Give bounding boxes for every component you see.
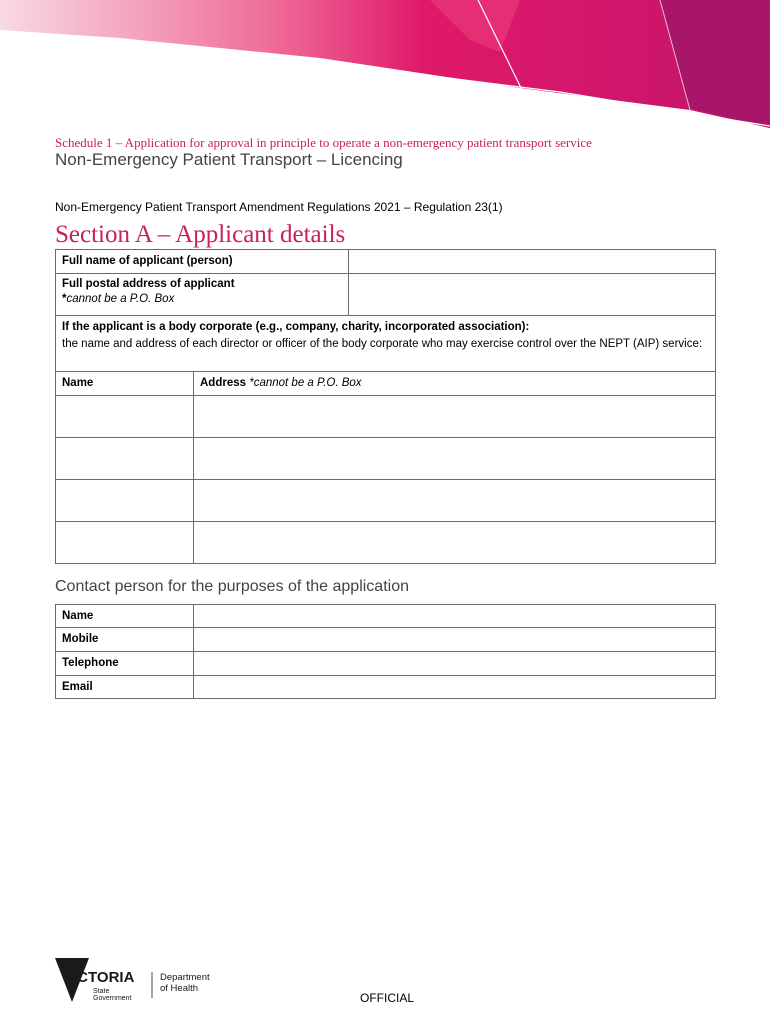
contact-name-input[interactable] [194, 605, 716, 628]
director-address-input[interactable] [194, 396, 716, 438]
full-name-input[interactable] [349, 250, 716, 274]
contact-email-input[interactable] [194, 676, 716, 699]
director-name-input[interactable] [56, 522, 194, 564]
director-address-input[interactable] [194, 522, 716, 564]
director-name-input[interactable] [56, 396, 194, 438]
full-name-label: Full name of applicant (person) [62, 255, 233, 267]
director-name-input[interactable] [56, 438, 194, 480]
official-marking: OFFICIAL [360, 991, 415, 1005]
full-name-label-cell [56, 250, 349, 274]
address-column-note: *cannot be a P.O. Box [249, 377, 362, 389]
address-column-header: Address [200, 377, 247, 389]
postal-address-note: cannot be a P.O. Box [66, 293, 175, 305]
director-address-input[interactable] [194, 480, 716, 522]
postal-address-label: Full postal address of applicant [62, 278, 235, 290]
contact-mobile-label-cell [56, 628, 194, 652]
name-column-header: Name [62, 377, 94, 389]
postal-address-label-cell [56, 274, 349, 316]
contact-email-label-cell [56, 676, 194, 699]
contact-mobile-label: Mobile [62, 633, 99, 645]
applicant-details-table [55, 249, 716, 564]
victoria-government-logo [55, 956, 225, 1006]
postal-note-star: * [62, 293, 67, 305]
table-row [56, 480, 716, 522]
department-line1: Department [160, 972, 210, 983]
schedule-heading: Schedule 1 – Application for approval in principle to operate a non-emergency patient transport service [55, 135, 592, 150]
director-address-input[interactable] [194, 438, 716, 480]
logo-state: State [93, 988, 110, 995]
address-column-header-cell [194, 372, 716, 396]
section-a-title: Section A – Applicant details [55, 221, 346, 248]
contact-name-label-cell [56, 605, 194, 628]
contact-email-label: Email [62, 681, 93, 693]
table-row [56, 396, 716, 438]
contact-name-label: Name [62, 610, 94, 622]
contact-mobile-input[interactable] [194, 628, 716, 652]
corporate-info-cell [56, 316, 716, 372]
regulation-reference: Non-Emergency Patient Transport Amendment Regulations 2021 – Regulation 23(1) [55, 200, 503, 214]
victoria-logo-icon [55, 956, 225, 1006]
document-subtitle: Non-Emergency Patient Transport – Licencing [55, 150, 403, 169]
logo-government: Government [93, 995, 132, 1002]
name-column-header-cell [56, 372, 194, 396]
contact-telephone-input[interactable] [194, 652, 716, 676]
corporate-text: the name and address of each director or officer of the body corporate who may exercise control over the NEPT (AIP) service: [62, 338, 703, 350]
logo-wordmark: VICTORIA [63, 969, 135, 986]
director-name-input[interactable] [56, 480, 194, 522]
table-row [56, 438, 716, 480]
contact-telephone-label: Telephone [62, 657, 119, 669]
contact-section-title: Contact person for the purposes of the application [55, 578, 409, 595]
corporate-label: If the applicant is a body corporate (e.g., company, charity, incorporated association): [62, 321, 530, 333]
header-banner [0, 0, 770, 140]
postal-address-input[interactable] [349, 274, 716, 316]
table-row [56, 522, 716, 564]
contact-table [55, 604, 716, 699]
department-line2: of Health [160, 983, 199, 994]
contact-telephone-label-cell [56, 652, 194, 676]
